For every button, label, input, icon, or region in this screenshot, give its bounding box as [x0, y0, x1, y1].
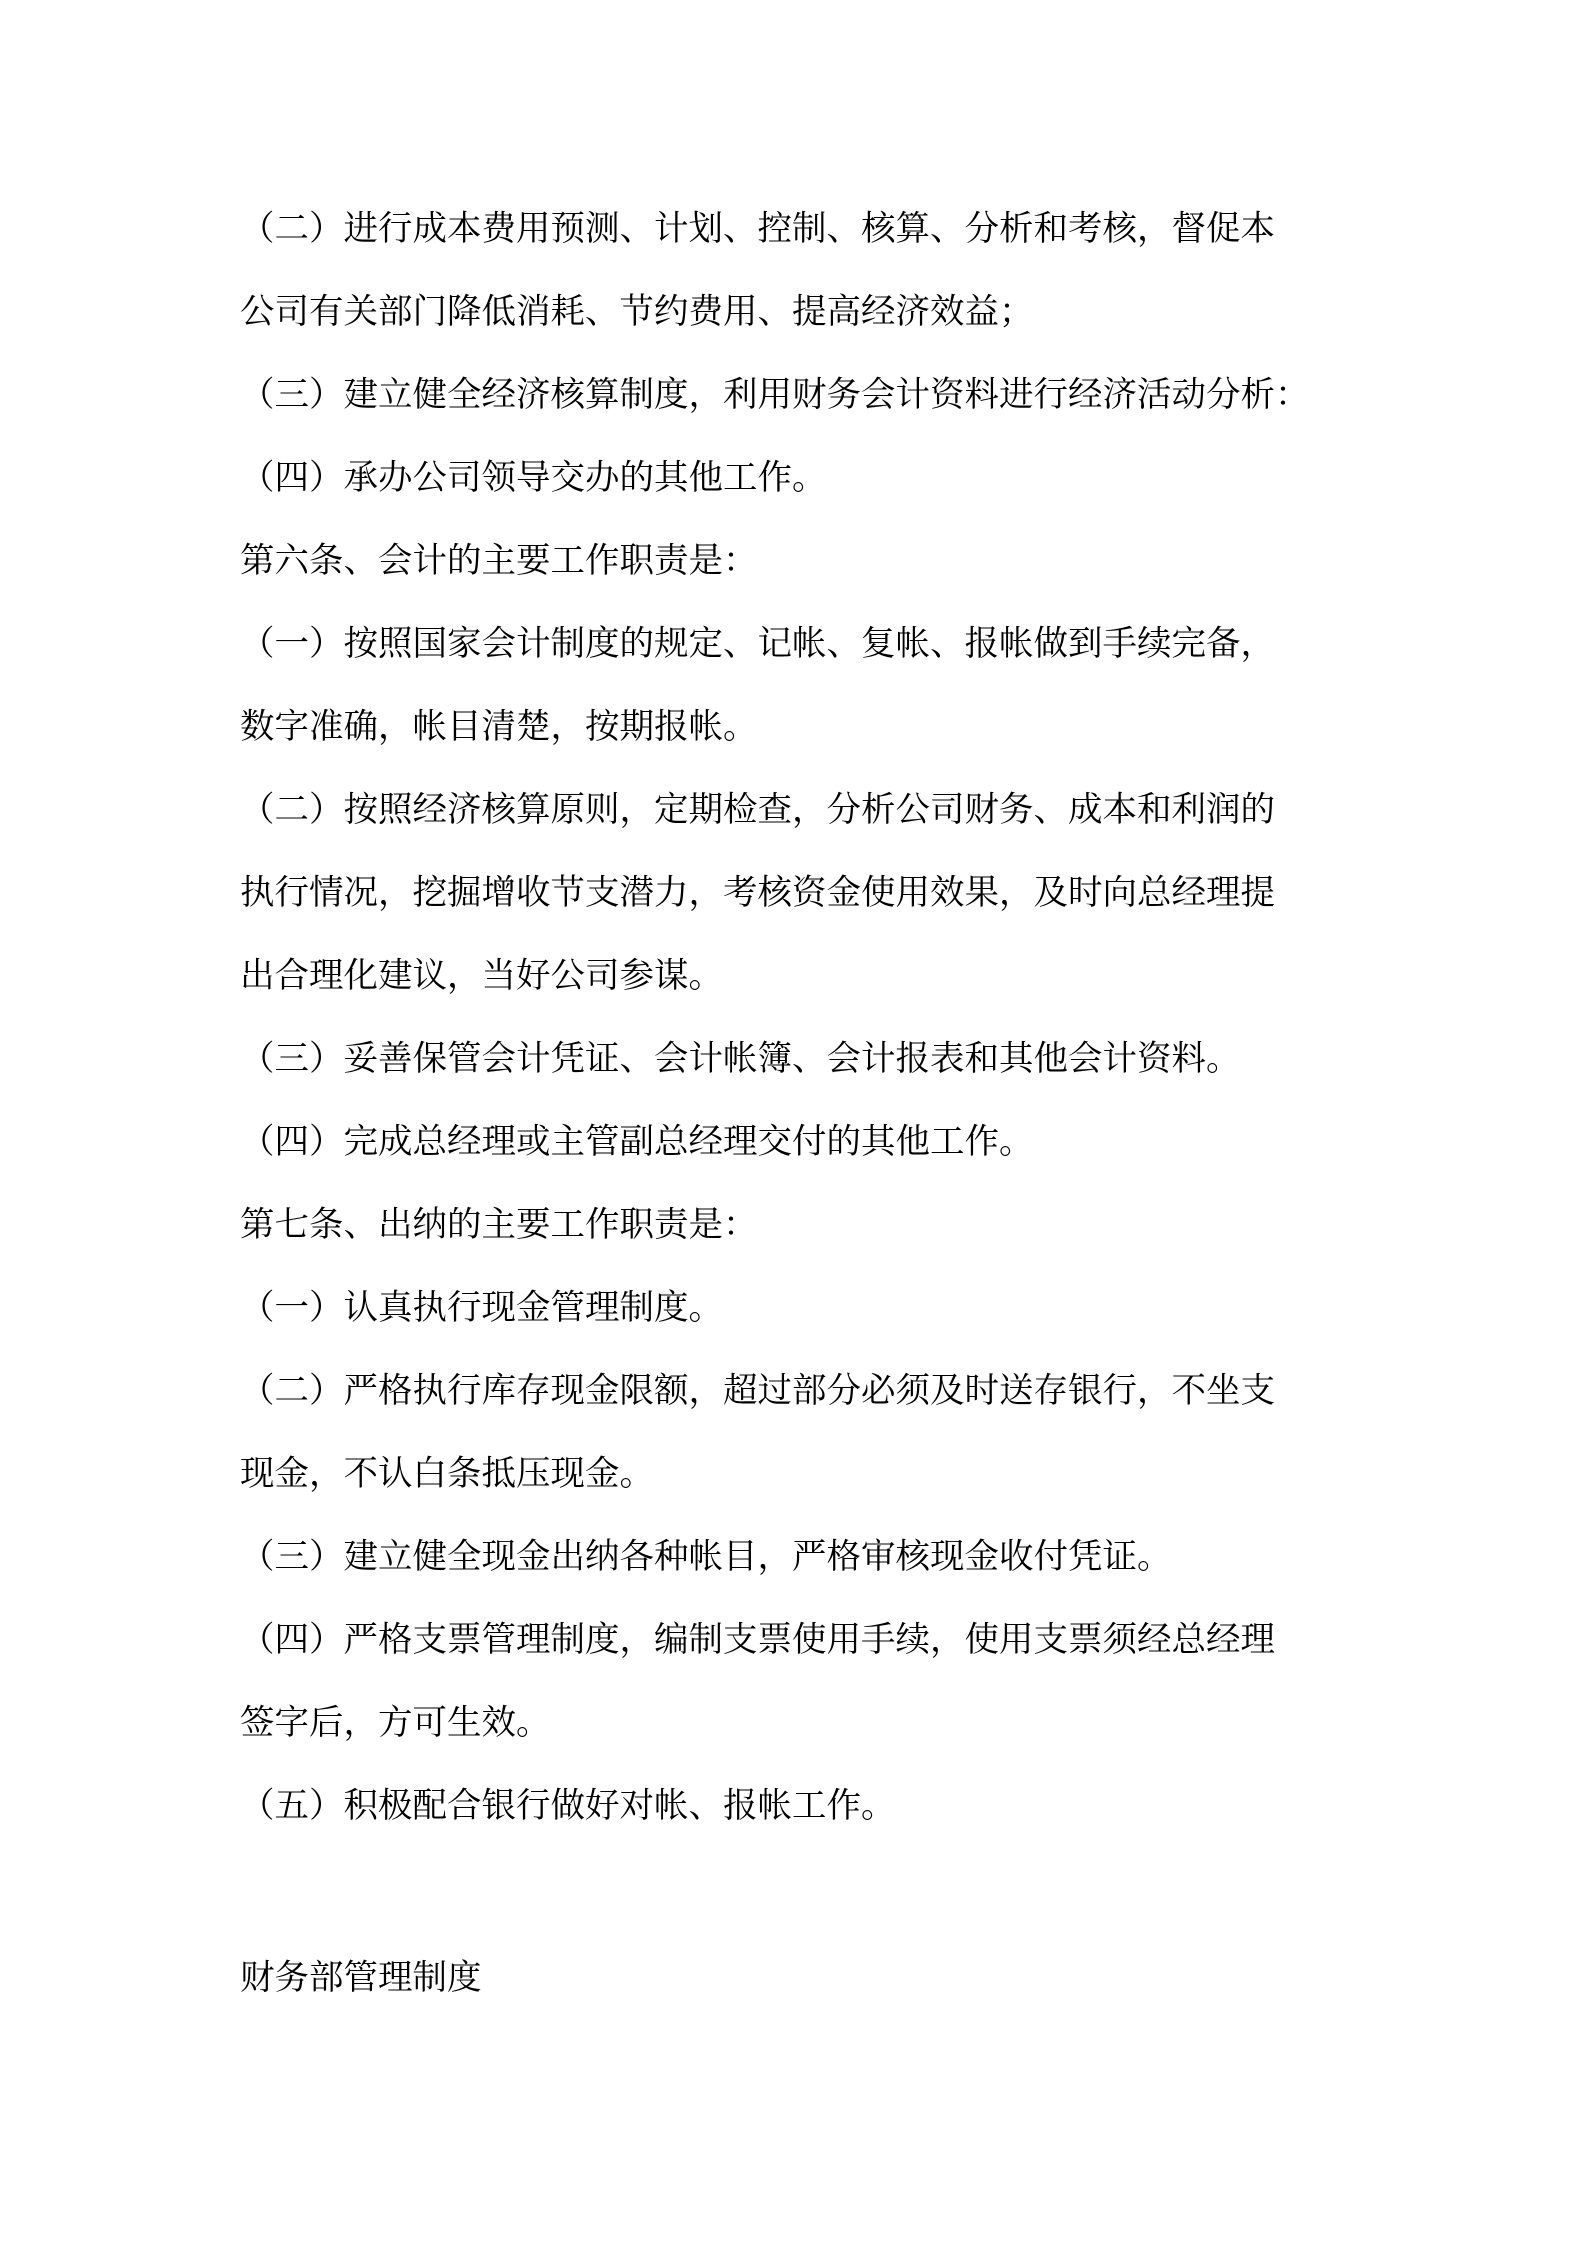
text-line-3: （三）建立健全经济核算制度，利用财务会计资料进行经济活动分析：: [240, 375, 1310, 415]
text-line-17: （三）建立健全现金出纳各种帐目，严格审核现金收付凭证。: [240, 1537, 1172, 1577]
text-line-14: （一）认真执行现金管理制度。: [240, 1288, 723, 1328]
text-line-10: 出合理化建议，当好公司参谋。: [240, 956, 723, 996]
text-line-9: 执行情况，挖掘增收节支潜力，考核资金使用效果，及时向总经理提: [240, 873, 1275, 913]
text-line-7: 数字准确，帐目清楚，按期报帐。: [240, 707, 758, 747]
text-line-6: （一）按照国家会计制度的规定、记帐、复帐、报帐做到手续完备，: [240, 624, 1275, 664]
text-line-2: 公司有关部门降低消耗、节约费用、提高经济效益；: [240, 292, 1034, 332]
article-7-heading: 第七条、出纳的主要工作职责是：: [240, 1205, 758, 1245]
text-line-18: （四）严格支票管理制度，编制支票使用手续，使用支票须经总经理: [240, 1620, 1275, 1660]
text-line-1: （二）进行成本费用预测、计划、控制、核算、分析和考核，督促本: [240, 209, 1275, 249]
text-line-4: （四）承办公司领导交办的其他工作。: [240, 458, 827, 498]
text-line-15: （二）严格执行库存现金限额，超过部分必须及时送存银行，不坐支: [240, 1371, 1275, 1411]
section-title: 财务部管理制度: [240, 1958, 482, 1998]
text-line-16: 现金，不认白条抵压现金。: [240, 1454, 654, 1494]
text-line-12: （四）完成总经理或主管副总经理交付的其他工作。: [240, 1122, 1034, 1162]
article-6-heading: 第六条、会计的主要工作职责是：: [240, 541, 758, 581]
text-line-11: （三）妥善保管会计凭证、会计帐簿、会计报表和其他会计资料。: [240, 1039, 1241, 1079]
text-line-20: （五）积极配合银行做好对帐、报帐工作。: [240, 1786, 896, 1826]
text-line-19: 签字后，方可生效。: [240, 1703, 551, 1743]
text-line-8: （二）按照经济核算原则，定期检查，分析公司财务、成本和利润的: [240, 790, 1275, 830]
